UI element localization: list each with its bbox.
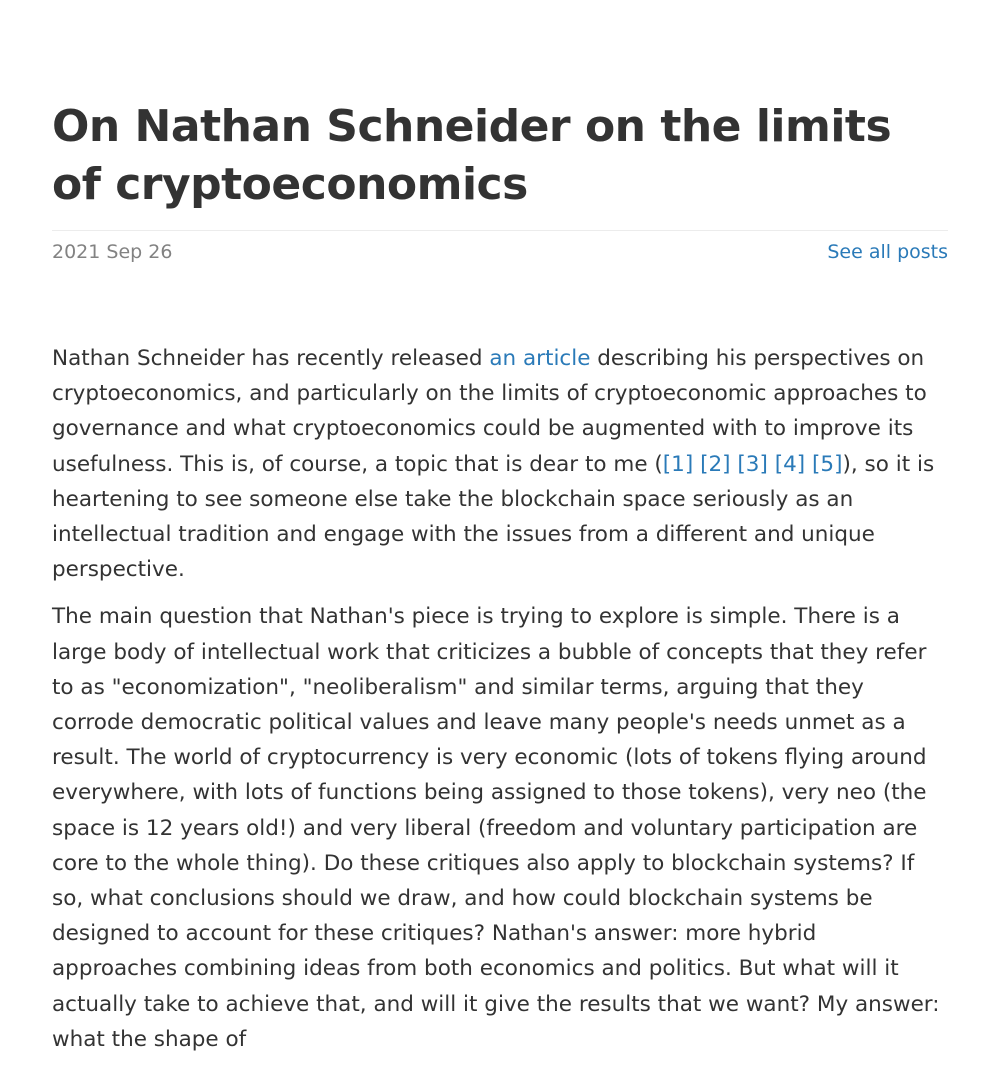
header-divider (52, 230, 948, 231)
see-all-posts-link[interactable]: See all posts (827, 241, 948, 263)
post-date: 2021 Sep 26 (52, 241, 173, 263)
post-header (52, 98, 948, 214)
paragraph-1-text-b: describing his perspectives on cryptoeconomics, and particularly on the limits of cryptoeconomic approaches to governance and what cryptoeconomics could be augmented with to improve its usefulness. This is, of course, a topic that is dear to me ( (52, 346, 927, 477)
reference-link-2[interactable]: [2] (700, 451, 731, 477)
post-title: On Nathan Schneider on the limits of cryptoeconomics (52, 101, 892, 210)
paragraph-1-text-a: Nathan Schneider has recently released (52, 346, 490, 371)
reference-link-5[interactable]: [5] (812, 451, 843, 477)
paragraph-2: The main question that Nathan's piece is trying to explore is simple. There is a large body of intellectual work that criticizes a bubble of concepts that they refer to as "economization", "neoliberalism" and similar terms, arguing that they corrode democratic political values and leave many people's needs unmet as a result. The world of cryptocurrency is very economic (lots of tokens flying around everywhere, with lots of functions being assigned to those tokens), very neo (the space is 12 years old!) and very liberal (freedom and voluntary participation are core to the whole thing). Do these critiques also apply to blockchain systems? If so, what conclusions should we draw, and how could blockchain systems be designed to account for these critiques? Nathan's answer: more hybrid approaches combining ideas from both economics and politics. But what will it actually take to achieve that, and will it give the results that we want? My answer: what the shape of (52, 604, 940, 1052)
paragraph-1 (52, 341, 948, 587)
reference-link-4[interactable]: [4] (774, 451, 806, 477)
post-content (52, 341, 948, 1069)
reference-link-3[interactable]: [3] (737, 451, 768, 477)
paragraph-1-text-c: ), so it is heartening to see someone else take the blockchain space seriously as an intellectual tradition and engage with the issues from a different and unique perspective. (52, 451, 935, 583)
article-link[interactable]: an article (489, 346, 591, 371)
post-meta (52, 238, 948, 266)
reference-link-1[interactable]: [1] (662, 451, 694, 477)
